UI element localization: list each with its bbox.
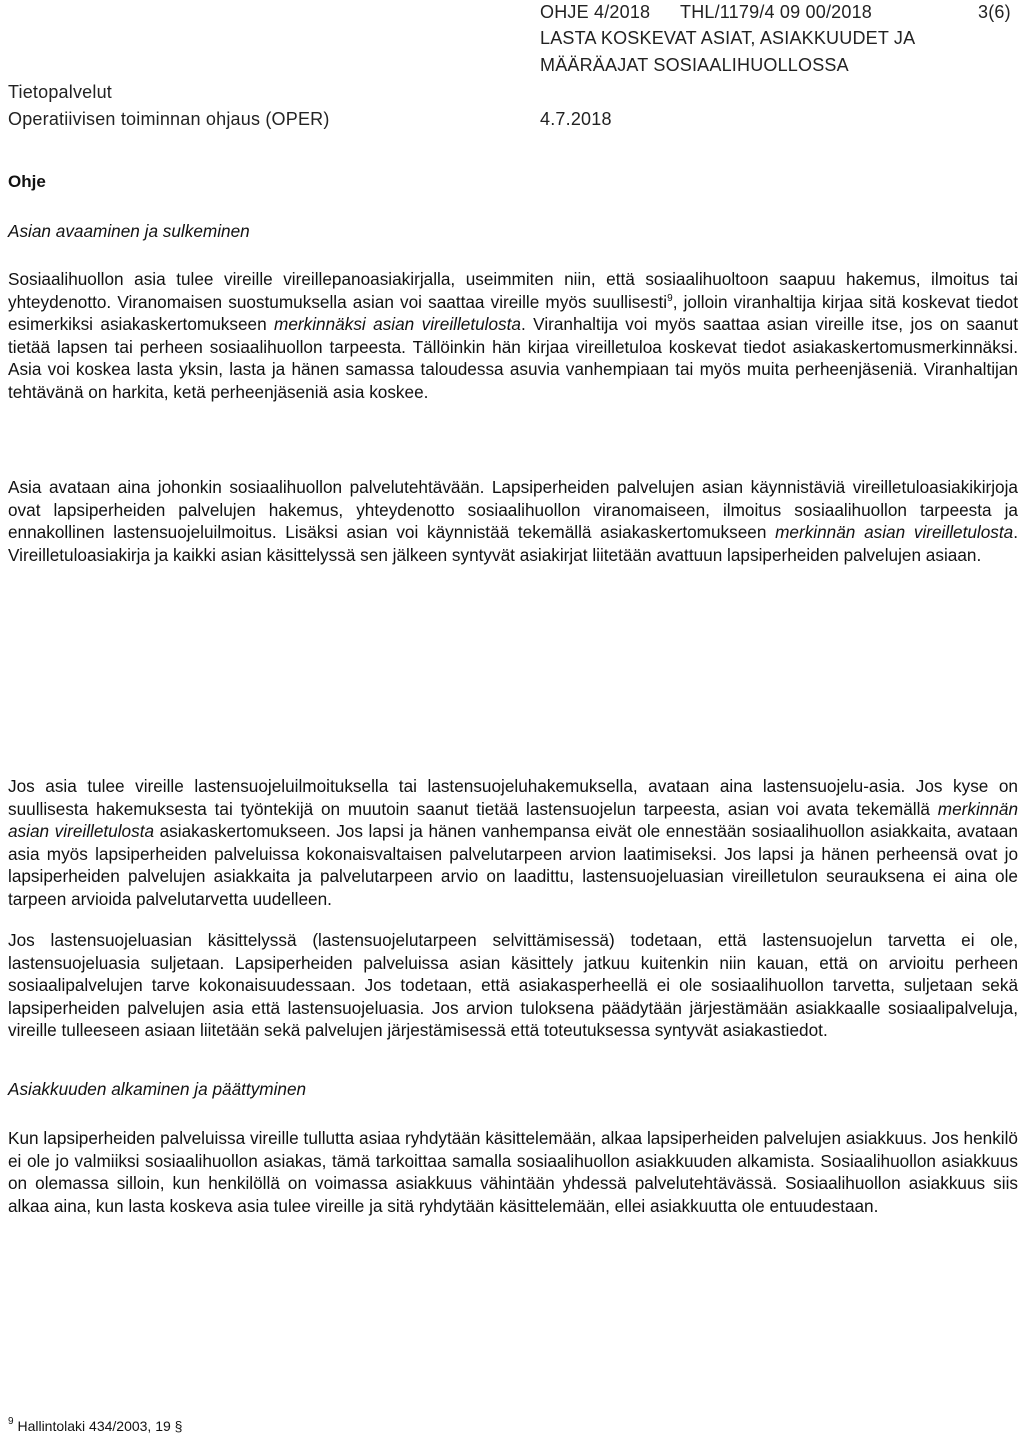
reference-number: THL/1179/4 09 00/2018 <box>680 2 873 22</box>
footnote <box>8 1418 182 1434</box>
doc-title-line2: MÄÄRÄAJAT SOSIAALIHUOLLOSSA <box>540 55 849 75</box>
footnote-ref: 9 <box>667 292 673 304</box>
doc-date: 4.7.2018 <box>540 109 612 129</box>
department: Tietopalvelut <box>8 82 112 102</box>
paragraph-3: Jos asia tulee vireille lastensuojeluilmoituksella tai lastensuojeluhakemuksella, avataan aina lastensuojelu-asia. Jos kyse on suullisesta hakemuksesta tai työntekijä on muutoin saanut tietää lastensuojelun tarpeesta, asian voi avata tekemällä merkinnän asian vireilletulosta asiakaskertomukseen. Jos lapsi ja hänen vanhempansa eivät ole ennestään sosiaalihuollon asiakkaita, avataan asia myös lapsiperheiden palveluissa kokonaisvaltaisen palvelutarpeen arvion laatimiseksi. Jos lapsi ja hänen perheensä ovat jo lapsiperheiden palvelujen asiakkaita ja palvelutarpeen arvio on laadittu, lastensuojeluasian vireilletulon seurauksena ei aina ole tarpeen arvioida palvelutarvetta uudelleen. <box>8 776 1018 909</box>
footnote-mark: 9 <box>8 1416 14 1427</box>
paragraph-4: Jos lastensuojeluasian käsittelyssä (lastensuojelutarpeen selvittämisessä) todetaan, että lastensuojelun tarvetta ei ole, lastensuojeluasia suljetaan. Lapsiperheiden palveluissa asian käsittely jatkuu kuitenkin niin kauan, että on arvioitu perheen sosiaalipalvelujen tarve kokonaisuudessaan. Jos todetaan, että asiakasperheellä ei ole sosiaalihuollon tarvetta, suljetaan sekä lapsiperheiden palvelujen asia että lastensuojeluasia. Jos arvion tuloksena päädytään järjestämään asiakkaalle sosiaalipalveluja, vireille tulleeseen asiaan liitetään sekä palvelujen järjestämisessä että toteutuksessa syntyvät asiakastiedot. <box>8 930 1018 1041</box>
doc-code: OHJE 4/2018 <box>540 2 651 22</box>
footnote-text: Hallintolaki 434/2003, 19 § <box>17 1418 183 1434</box>
paragraph-1: Sosiaalihuollon asia tulee vireille vireillepanoasiakirjalla, useimmiten niin, että sosiaalihuoltoon saapuu hakemus, ilmoitus tai yhteydenotto. Viranomaisen suostumuksella asian voi saattaa vireille myös suullisesti$^9$, jolloin viranhaltija kirjaa sitä koskevat tiedot esimerkiksi asiakaskertomukseen merkinnäksi asian vireilletulosta. Viranhaltija voi myös saattaa asian vireille itse, jos on saanut tietää lapsen tai perheen sosiaalihuollon tarpeesta. Tällöinkin hän kirjaa vireilletuloa koskevat tiedot asiakaskertomusmerkinnäksi. Asia voi koskea lasta yksin, lasta ja hänen samassa taloudessa asuvia vanhempiaan tai myös muita perheenjäseniä. Viranhaltijan tehtävänä on harkita, ketä perheenjäseniä asia koskee. <box>8 269 1019 402</box>
doc-title-line1: LASTA KOSKEVAT ASIAT, ASIAKKUUDET JA <box>540 28 916 48</box>
page-number: 3(6) <box>978 2 1011 22</box>
paragraph-5: Kun lapsiperheiden palveluissa vireille tullutta asiaa ryhdytään käsittelemään, alkaa lapsiperheiden palvelujen asiakkuus. Jos henkilö ei ole jo valmiiksi sosiaalihuollon asiakas, tämä tarkoittaa samalla sosiaalihuollon asiakkuuden alkamista. Sosiaalihuollon asiakkuus on olemassa silloin, kun henkilöllä on voimassa asiakkuus vähintään yhdessä palvelutehtävässä. Sosiaalihuollon asiakkuus siis alkaa aina, kun lasta koskeva asia tulee vireille ja sitä ryhdytään käsittelemään, ellei asiakkuutta ole entuudestaan. <box>8 1128 1018 1216</box>
subheading-asiakkuuden-alkaminen: Asiakkuuden alkaminen ja päättyminen <box>8 1079 307 1099</box>
section-title: Ohje <box>8 172 46 191</box>
subheading-asian-avaaminen: Asian avaaminen ja sulkeminen <box>8 221 250 241</box>
unit-name: Operatiivisen toiminnan ohjaus (OPER) <box>8 109 330 129</box>
paragraph-2: Asia avataan aina johonkin sosiaalihuollon palvelutehtävään. Lapsiperheiden palvelujen asian käynnistäviä vireilletuloasiakikirjoja ovat lapsiperheiden palvelujen hakemus, yhteydenotto sosiaalihuollon viranomaiseen, ilmoitus sosiaalihuollon tarpeesta ja ennakollinen lastensuojeluilmoitus. Lisäksi asian voi käynnistää tekemällä asiakaskertomukseen merkinnän asian vireilletulosta. Vireilletuloasiakirja ja kaikki asian käsittelyssä sen jälkeen syntyvät asiakirjat liitetään avattuun lapsiperheiden palvelujen asiaan. <box>8 477 1018 565</box>
